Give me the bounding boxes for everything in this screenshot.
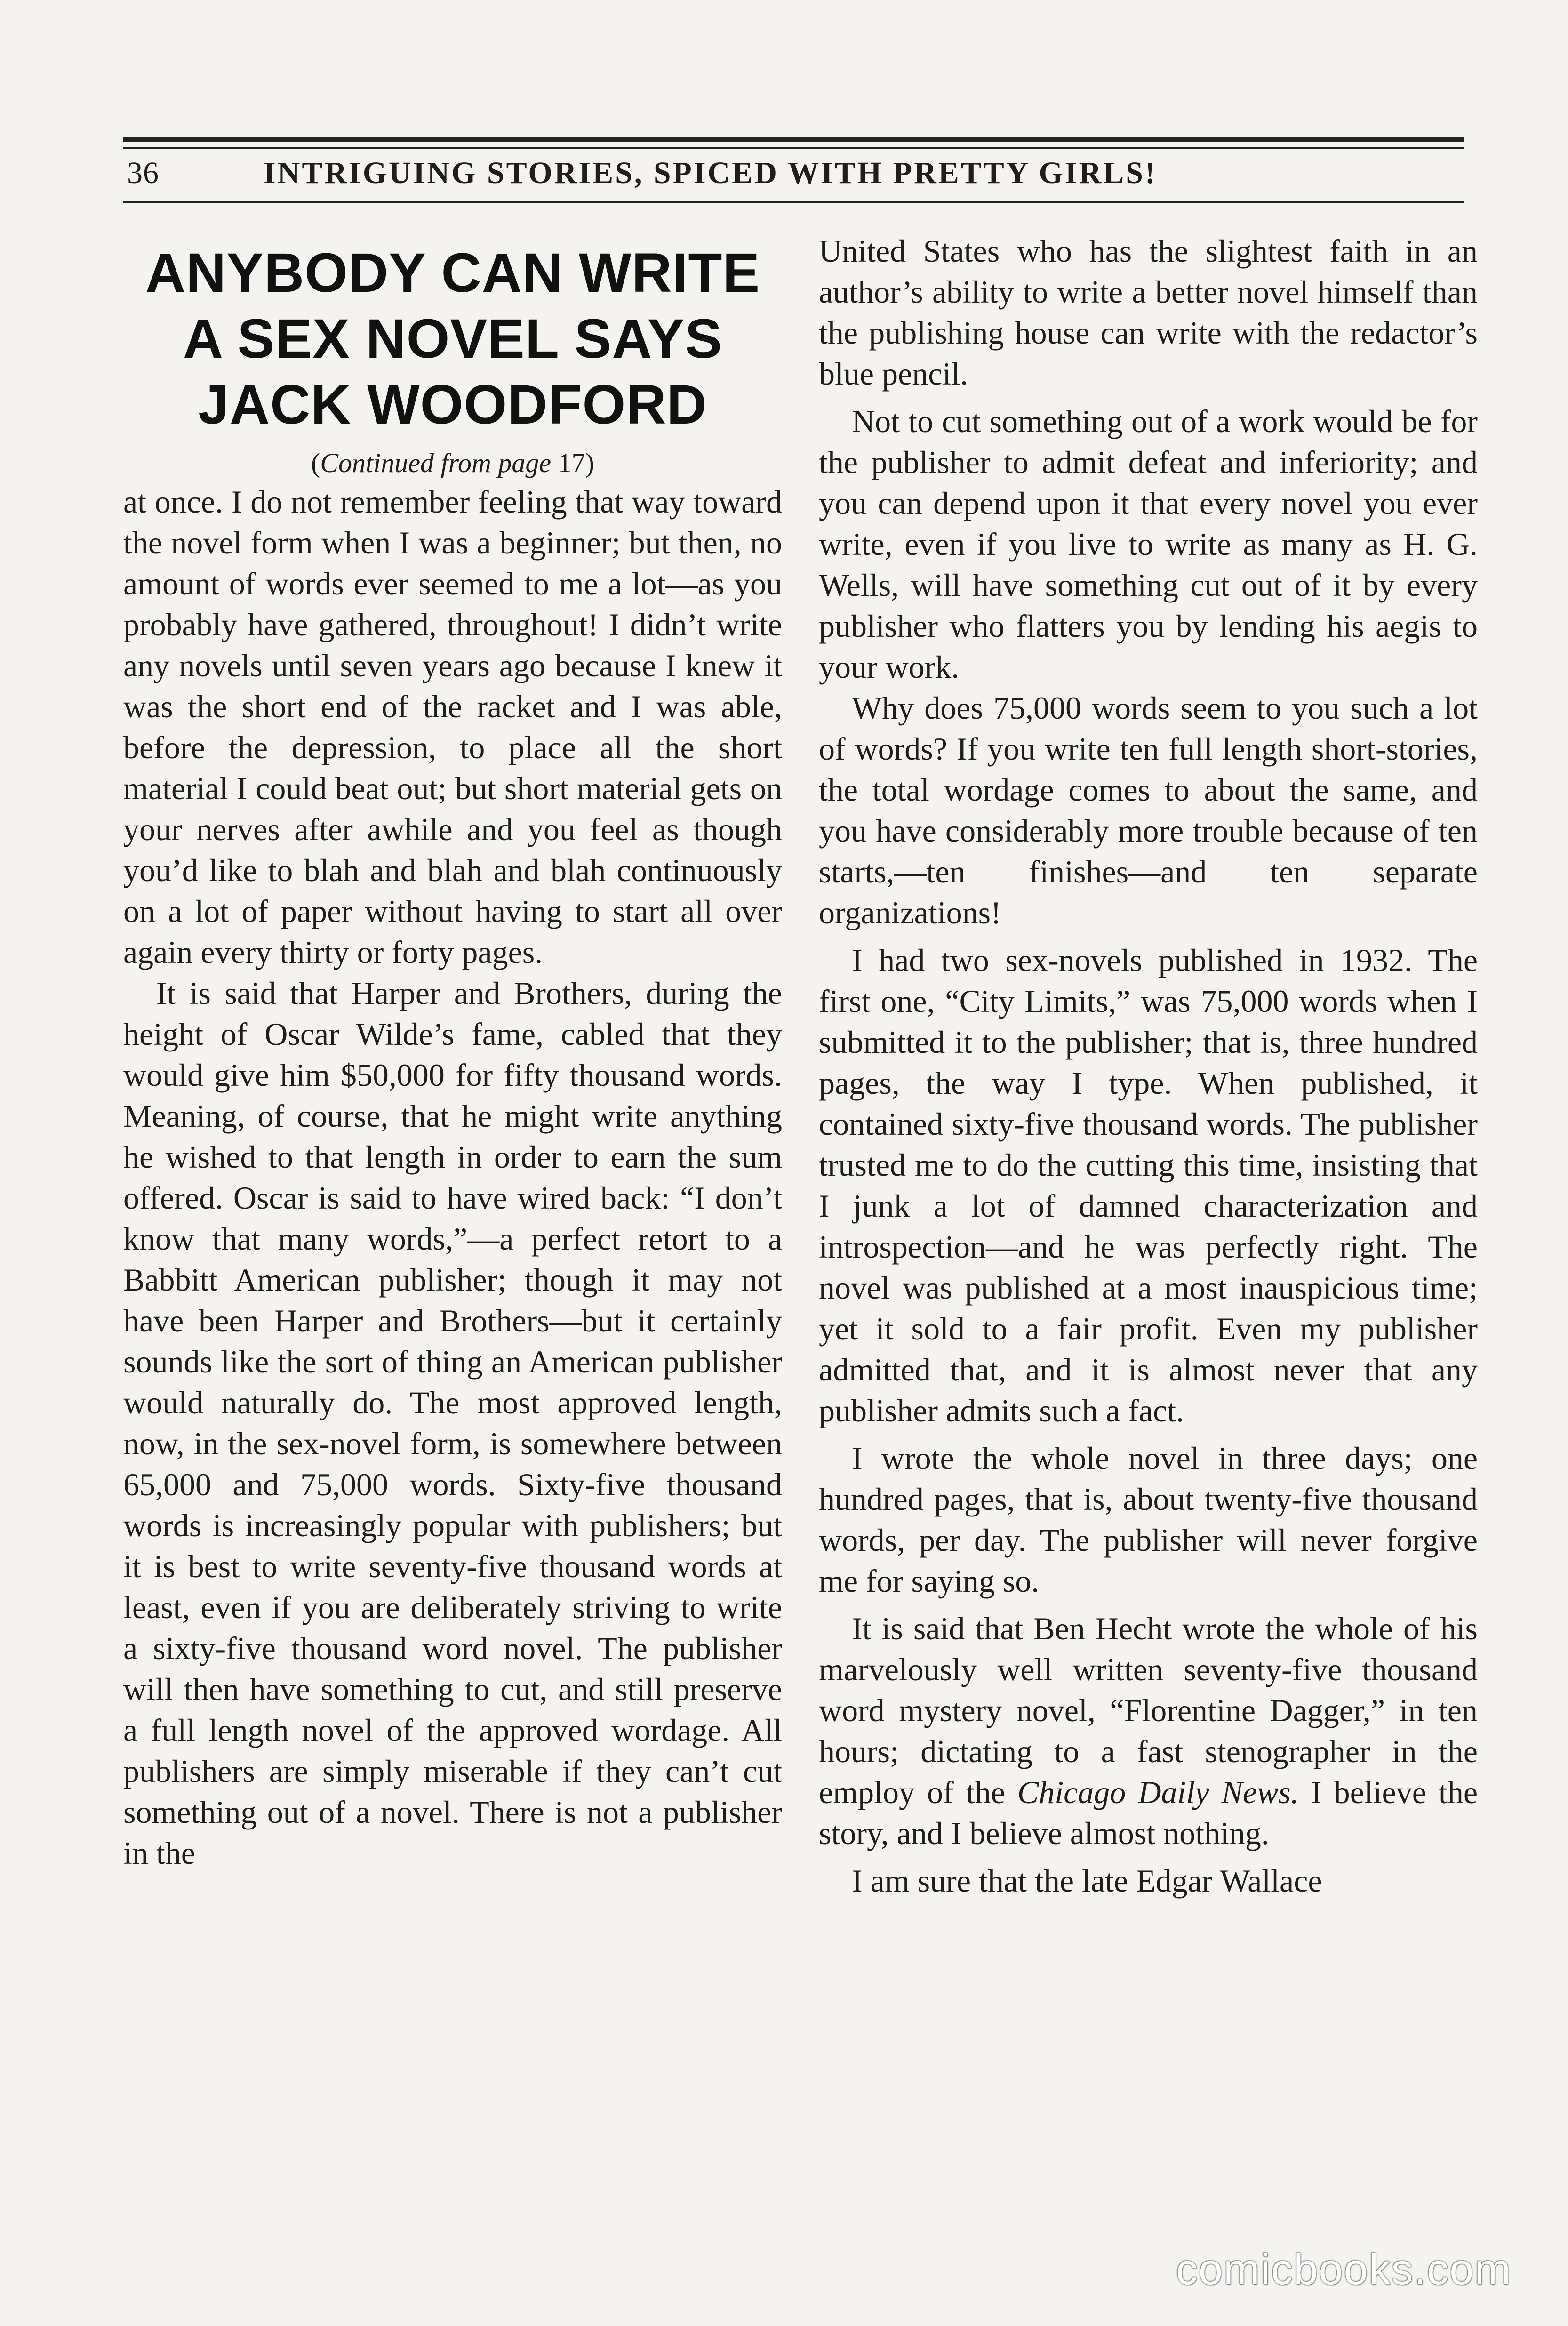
right-body	[819, 231, 1478, 1901]
newspaper-title: Chicago Daily News.	[1017, 1774, 1299, 1810]
paragraph	[819, 1608, 1478, 1854]
left-column	[123, 231, 782, 1874]
paragraph: United States who has the slightest faith in an author’s ability to write a better novel himself than the publishing house can write with the redactor’s blue pencil.	[819, 233, 1478, 392]
header-rule-thick	[123, 137, 1464, 142]
paragraph: I am sure that the late Edgar Wallace	[852, 1863, 1322, 1899]
continued-note: (Continued from page 17)	[311, 448, 594, 478]
paragraph: at once. I do not remember feeling that way toward the novel form when I was a beginner; but then, no amount of words ever seemed to me a lot—as you probably have gathered, throughout! I didn’t write any novels until seven years ago because I knew it was the short end of the racket and I was able, before the depression, to place all the short material I could beat out; but short material gets on your nerves after awhile and you feel as though you’d like to blah and blah and blah continuously on a lot of paper without having to start all over again every thirty or forty pages.	[123, 484, 782, 970]
article-headline: ANYBODY CAN WRITE A SEX NOVEL SAYS JACK WOODFORD	[145, 242, 760, 436]
paragraph: I had two sex-novels published in 1932. The first one, “City Limits,” was 75,000 words when I submitted it to the publisher; that is, three hundred pages, the way I type. When published, it contained sixty-five thousand words. The publisher trusted me to do the cutting this time, insisting that I junk a lot of damned characterization and introspection—and he was perfectly right. The novel was published at a most inauspicious time; yet it sold to a fair profit. Even my publisher admitted that, and it is almost never that any publisher admits such a fact.	[819, 942, 1478, 1428]
page-header	[123, 151, 1464, 202]
page-number: 36	[127, 156, 159, 190]
paragraph-text: It is said that Ben Hecht wrote the whole of his marvelously well written seventy-five thousand word mystery novel, “Florentine Dagger,” in ten hours; dictating to a fast stenographer in the employ of the	[819, 1611, 1478, 1810]
header-rule-bottom	[123, 201, 1464, 203]
paragraph: I wrote the whole novel in three days; one hundred pages, that is, about twenty-five thousand words, per day. The publisher will never forgive me for saying so.	[819, 1440, 1478, 1599]
site-watermark: comicbooks.com	[1176, 2246, 1512, 2294]
running-head: INTRIGUING STORIES, SPICED WITH PRETTY GIRLS!	[264, 156, 1157, 190]
continued-page: 17	[558, 448, 585, 478]
left-body	[123, 481, 782, 1874]
paragraph: It is said that Harper and Brothers, during the height of Oscar Wilde’s fame, cabled that they would give him $50,000 for fifty thousand words. Meaning, of course, that he might write anything he wished to that length in order to earn the sum offered. Oscar is said to have wired back: “I don’t know that many words,”—a perfect retort to a Babbitt American publisher; though it may not have been Harper and Brothers—but it certainly sounds like the sort of thing an American publisher would naturally do. The most approved length, now, in the sex-novel form, is somewhere between 65,000 and 75,000 words. Sixty-five thousand words is increasingly popular with publishers; but it is best to write seventy-five thousand words at least, even if you are deliberately striving to write a sixty-five thousand word novel. The publisher will then have something to cut, and still preserve a full length novel of the approved wordage. All publishers are simply miserable if they can’t cut something out of a novel. There is not a publisher in the	[123, 975, 782, 1871]
header-rule-thin	[123, 147, 1464, 149]
paragraph: Why does 75,000 words seem to you such a lot of words? If you write ten full length short-stories, the total wordage comes to about the same, and you have considerably more trouble because of ten starts,—ten finishes—and ten separate organizations!	[819, 690, 1478, 930]
continued-label: Continued from page	[320, 448, 552, 478]
paragraph: Not to cut something out of a work would be for the publisher to admit defeat and inferiority; and you can depend upon it that every novel you ever write, even if you live to write as many as H. G. Wells, will have something cut out of it by every publisher who flatters you by lending his aegis to your work.	[819, 403, 1478, 685]
right-column	[819, 231, 1478, 1901]
paragraph-tail: I believe the story, and I believe almost nothing.	[819, 1774, 1478, 1851]
